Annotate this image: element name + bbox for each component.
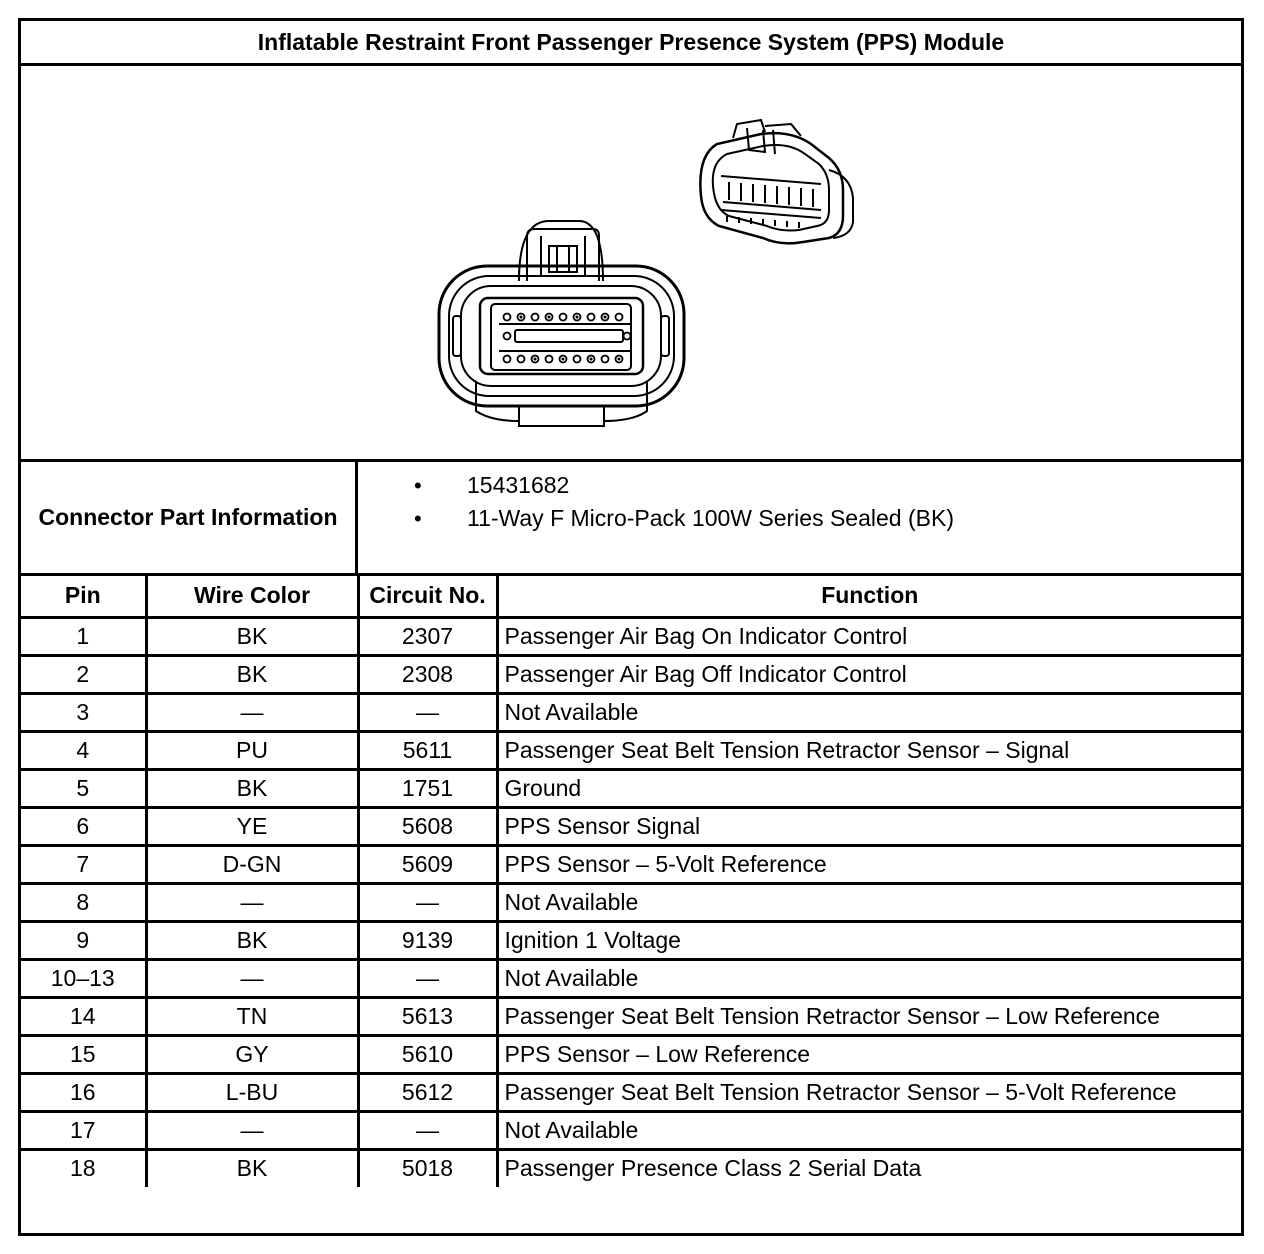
pin-cell: 14 bbox=[21, 997, 146, 1035]
wire-color-cell: — bbox=[146, 883, 358, 921]
function-cell: Not Available bbox=[497, 693, 1241, 731]
wire-color-cell: PU bbox=[146, 731, 358, 769]
circuit-cell: 5613 bbox=[358, 997, 497, 1035]
function-cell: Passenger Seat Belt Tension Retractor Sensor – 5-Volt Reference bbox=[497, 1073, 1241, 1111]
table-row bbox=[21, 693, 1241, 731]
function-cell: Passenger Air Bag On Indicator Control bbox=[497, 617, 1241, 655]
pin-cell: 4 bbox=[21, 731, 146, 769]
pin-cell: 17 bbox=[21, 1111, 146, 1149]
connector-illustration-panel bbox=[21, 66, 1241, 462]
header-wire-color: Wire Color bbox=[146, 576, 358, 617]
pin-cell: 18 bbox=[21, 1149, 146, 1187]
wire-color-cell: BK bbox=[146, 655, 358, 693]
circuit-cell: 5612 bbox=[358, 1073, 497, 1111]
function-cell: Passenger Presence Class 2 Serial Data bbox=[504, 1155, 922, 1182]
function-cell: PPS Sensor Signal bbox=[497, 807, 1241, 845]
pin-cell: 10–13 bbox=[21, 959, 146, 997]
pin-cell: 3 bbox=[21, 693, 146, 731]
table-row bbox=[21, 959, 1241, 997]
table-row bbox=[21, 1073, 1241, 1111]
function-cell: Passenger Air Bag Off Indicator Control bbox=[497, 655, 1241, 693]
function-cell: Not Available bbox=[497, 883, 1241, 921]
pin-cell: 16 bbox=[21, 1073, 146, 1111]
table-row bbox=[21, 1111, 1241, 1149]
wire-color-cell: D-GN bbox=[146, 845, 358, 883]
wire-color-cell: TN bbox=[146, 997, 358, 1035]
circuit-cell: — bbox=[358, 883, 497, 921]
header-pin: Pin bbox=[21, 576, 146, 617]
connector-part-info-list bbox=[358, 462, 1241, 573]
circuit-cell: 5610 bbox=[358, 1035, 497, 1073]
wire-color-cell: L-BU bbox=[146, 1073, 358, 1111]
connector-sheet bbox=[18, 18, 1244, 1236]
circuit-cell: 2308 bbox=[358, 655, 497, 693]
table-row bbox=[21, 655, 1241, 693]
pinout-table bbox=[21, 576, 1241, 1187]
wire-color-cell: YE bbox=[146, 807, 358, 845]
wire-color-cell: — bbox=[146, 1111, 358, 1149]
circuit-cell: — bbox=[358, 959, 497, 997]
circuit-cell: — bbox=[358, 1111, 497, 1149]
header-circuit-no: Circuit No. bbox=[358, 576, 497, 617]
pin-cavity-dots bbox=[520, 316, 621, 361]
table-row bbox=[21, 807, 1241, 845]
function-cell: Ground bbox=[497, 769, 1241, 807]
function-cell: Not Available bbox=[497, 959, 1241, 997]
wire-color-cell: GY bbox=[146, 1035, 358, 1073]
wire-color-cell: BK bbox=[146, 1149, 358, 1187]
connector-face-illustration bbox=[21, 66, 1241, 459]
pin-cell: 1 bbox=[21, 617, 146, 655]
table-row bbox=[21, 1149, 1241, 1187]
connector-part-info bbox=[21, 462, 1241, 576]
connector-part-info-label: Connector Part Information bbox=[21, 462, 358, 573]
circuit-cell: 9139 bbox=[358, 921, 497, 959]
pin-cell: 15 bbox=[21, 1035, 146, 1073]
table-row bbox=[21, 617, 1241, 655]
pin-cell: 7 bbox=[21, 845, 146, 883]
pin-cell: 6 bbox=[21, 807, 146, 845]
circuit-cell: 2307 bbox=[358, 617, 497, 655]
circuit-cell: — bbox=[358, 693, 497, 731]
part-number: • 15431682 bbox=[358, 469, 1241, 502]
table-header-row bbox=[21, 576, 1241, 617]
pin-cell: 8 bbox=[21, 883, 146, 921]
connector-description: • 11-Way F Micro-Pack 100W Series Sealed (BK) bbox=[358, 502, 1241, 535]
table-row bbox=[21, 997, 1241, 1035]
connector-isometric-illustration bbox=[700, 120, 853, 243]
table-row bbox=[21, 1035, 1241, 1073]
circuit-cell: 1751 bbox=[358, 769, 497, 807]
wire-color-cell: BK bbox=[146, 617, 358, 655]
table-row bbox=[21, 731, 1241, 769]
function-cell: Passenger Seat Belt Tension Retractor Sensor – Low Reference bbox=[497, 997, 1241, 1035]
table-row bbox=[21, 883, 1241, 921]
table-row bbox=[21, 845, 1241, 883]
function-cell: Not Available bbox=[497, 1111, 1241, 1149]
function-cell: Ignition 1 Voltage bbox=[497, 921, 1241, 959]
wire-color-cell: — bbox=[146, 693, 358, 731]
pin-cell: 2 bbox=[21, 655, 146, 693]
circuit-cell: 5608 bbox=[358, 807, 497, 845]
table-row bbox=[21, 769, 1241, 807]
pin-cavities bbox=[504, 314, 631, 363]
wire-color-cell: — bbox=[146, 959, 358, 997]
wire-color-cell: BK bbox=[146, 921, 358, 959]
function-cell: Passenger Seat Belt Tension Retractor Sensor – Signal bbox=[497, 731, 1241, 769]
page-title: Inflatable Restraint Front Passenger Presence System (PPS) Module bbox=[21, 21, 1241, 66]
table-row bbox=[21, 921, 1241, 959]
circuit-cell: 5018 bbox=[358, 1149, 497, 1187]
pin-cell: 9 bbox=[21, 921, 146, 959]
circuit-cell: 5611 bbox=[358, 731, 497, 769]
header-function: Function bbox=[497, 576, 1241, 617]
function-cell: PPS Sensor – Low Reference bbox=[497, 1035, 1241, 1073]
pin-cell: 5 bbox=[21, 769, 146, 807]
circuit-cell: 5609 bbox=[358, 845, 497, 883]
function-cell: PPS Sensor – 5-Volt Reference bbox=[497, 845, 1241, 883]
wire-color-cell: BK bbox=[146, 769, 358, 807]
